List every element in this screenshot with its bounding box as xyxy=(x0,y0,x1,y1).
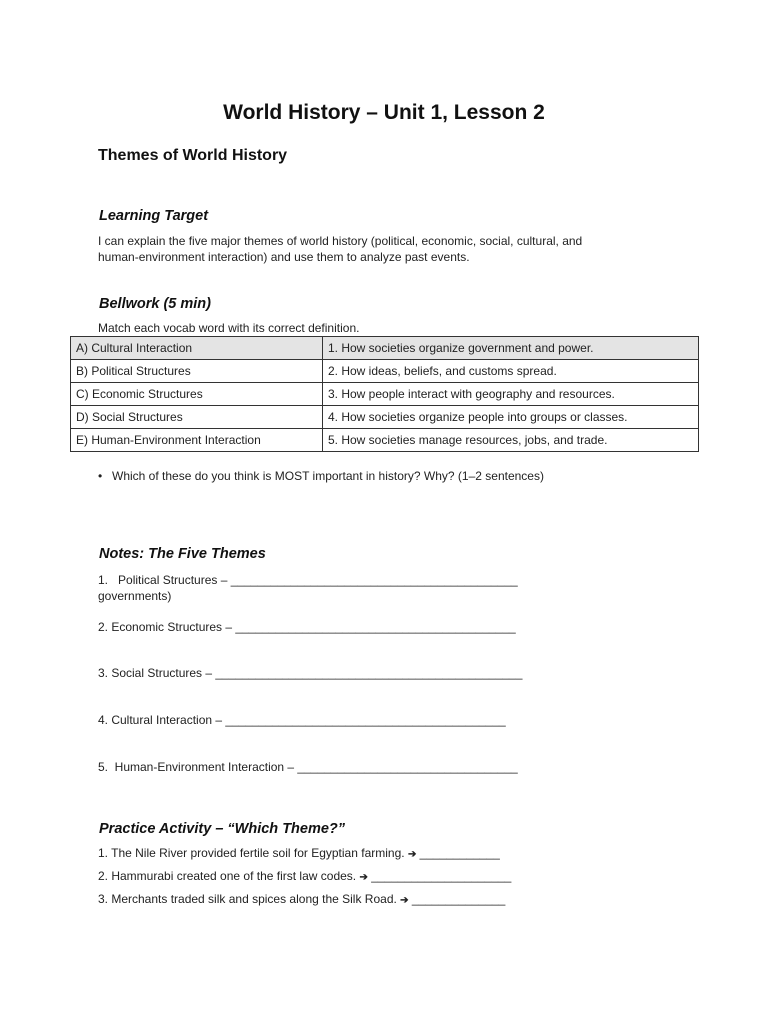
arrow-right-icon: ➔ xyxy=(359,872,368,883)
table-row xyxy=(71,360,699,383)
term-cell: B) Political Structures xyxy=(71,360,323,383)
table-row xyxy=(71,337,699,360)
definition-cell: 5. How societies manage resources, jobs, and trade. xyxy=(323,429,699,452)
practice-item xyxy=(98,846,500,860)
learning-target-line: human-environment interaction) and use them to analyze past events. xyxy=(98,250,470,264)
definition-cell: 4. How societies organize people into groups or classes. xyxy=(323,406,699,429)
practice-heading: Practice Activity – “Which Theme?” xyxy=(99,821,346,837)
notes-item-cultural: 4. Cultural Interaction – __________________________________________ xyxy=(98,713,506,727)
definition-cell: 1. How societies organize government and power. xyxy=(323,337,699,360)
table-row xyxy=(71,429,699,452)
bullet-icon: • xyxy=(98,469,103,483)
answer-blank: ______________ xyxy=(411,892,506,906)
arrow-right-icon: ➔ xyxy=(400,895,409,906)
bellwork-instruction: Match each vocab word with its correct definition. xyxy=(98,321,360,335)
practice-item xyxy=(98,869,511,883)
term-cell: C) Economic Structures xyxy=(71,383,323,406)
practice-item-text: 1. The Nile River provided fertile soil for Egyptian farming. xyxy=(98,846,405,860)
learning-target-heading: Learning Target xyxy=(99,208,209,224)
practice-item-text: 3. Merchants traded silk and spices along the Silk Road. xyxy=(98,892,397,906)
notes-item-economic: 2. Economic Structures – __________________________________________ xyxy=(98,620,516,634)
term-cell: E) Human-Environment Interaction xyxy=(71,429,323,452)
definition-cell: 3. How people interact with geography and resources. xyxy=(323,383,699,406)
bellwork-question-text: Which of these do you think is MOST important in history? Why? (1–2 sentences) xyxy=(112,469,544,483)
bellwork-heading: Bellwork (5 min) xyxy=(99,296,211,312)
answer-blank: _____________________ xyxy=(371,869,512,883)
notes-item-social: 3. Social Structures – ______________________________________________ xyxy=(98,666,523,680)
definition-cell: 2. How ideas, beliefs, and customs spread. xyxy=(323,360,699,383)
table-row xyxy=(71,383,699,406)
document-title: World History – Unit 1, Lesson 2 xyxy=(223,101,545,124)
vocab-match-table xyxy=(70,336,699,452)
learning-target-line: I can explain the five major themes of world history (political, economic, social, cultural, and xyxy=(98,234,583,248)
table-row xyxy=(71,406,699,429)
term-cell: A) Cultural Interaction xyxy=(71,337,323,360)
term-cell: D) Social Structures xyxy=(71,406,323,429)
document-subtitle: Themes of World History xyxy=(98,147,288,164)
arrow-right-icon: ➔ xyxy=(407,849,417,860)
notes-item-political: 1. Political Structures – ___________________________________________ xyxy=(98,573,518,587)
notes-item-political-continued: governments) xyxy=(98,589,172,603)
notes-item-human-environment: 5. Human-Environment Interaction – _________________________________ xyxy=(98,760,518,774)
notes-heading: Notes: The Five Themes xyxy=(99,546,266,562)
answer-blank: ____________ xyxy=(419,846,500,860)
bellwork-question xyxy=(98,469,544,483)
practice-item xyxy=(98,892,505,906)
learning-target-text xyxy=(98,233,582,265)
practice-item-text: 2. Hammurabi created one of the first law codes. xyxy=(98,869,357,883)
